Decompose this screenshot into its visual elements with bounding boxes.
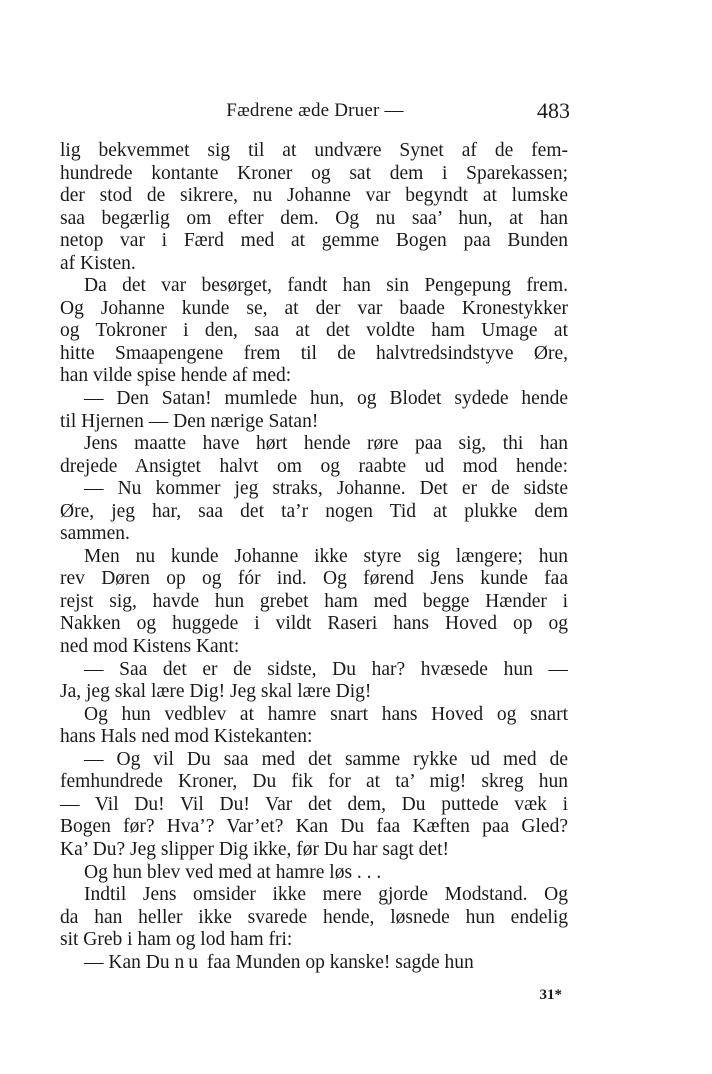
text-lines	[60, 140, 568, 952]
text-line: og Tokroner i den, saa at det voldte ham Umage at	[60, 320, 568, 342]
page-number: 483	[537, 98, 570, 123]
text-line: — Den Satan! mumlede hun, og Blodet sydede hende	[84, 388, 568, 410]
text-line: hitte Smaapengene frem til de halvtredsindstyve Øre,	[60, 342, 568, 364]
text-line: af Kisten.	[60, 252, 136, 274]
text-line: rev Døren op og fór ind. Og førend Jens kunde faa	[60, 568, 568, 590]
text-line: sit Greb i ham og lod ham fri:	[60, 929, 293, 951]
signature-mark: 31*	[539, 987, 562, 1003]
text-line: han vilde spise hende af med:	[60, 365, 292, 387]
text-line: Jens maatte have hørt hende røre paa sig, thi han	[84, 433, 568, 455]
text-line-final	[60, 952, 568, 975]
text-line: Da det var besørget, fandt han sin Pengepung frem.	[84, 275, 568, 297]
text-line: — Vil Du! Vil Du! Var det dem, Du puttede væk i	[60, 793, 568, 815]
text-line: Og hun vedblev at hamre snart hans Hoved og snart	[84, 703, 568, 725]
text-line: femhundrede Kroner, Du fik for at ta’ mig! skreg hun	[60, 771, 568, 793]
final-line-before: — Kan Du	[84, 951, 175, 973]
text-line: hans Hals ned mod Kistekanten:	[60, 726, 313, 748]
text-line: lig bekvemmet sig til at undvære Synet af de fem-	[60, 140, 568, 161]
text-line: Bogen før? Hva’? Var’et? Kan Du faa Kæften paa Gled?	[60, 816, 568, 838]
text-line: — Nu kommer jeg straks, Johanne. Det er de sidste	[84, 478, 568, 500]
text-line: der stod de sikrere, nu Johanne var begyndt at lumske	[60, 185, 568, 207]
page-header	[60, 98, 570, 128]
body-text	[60, 140, 568, 974]
text-line: — Og vil Du saa med det samme rykke ud med de	[84, 748, 568, 770]
final-line-after: faa Munden op kanske! sagde hun	[201, 951, 474, 973]
text-line: ned mod Kistens Kant:	[60, 636, 240, 658]
text-line: drejede Ansigtet halvt om og raabte ud mod hende:	[60, 455, 568, 477]
text-line: sammen.	[60, 523, 130, 545]
text-line: — Saa det er de sidste, Du har? hvæsede hun —	[84, 658, 568, 680]
text-line: Indtil Jens omsider ikke mere gjorde Modstand. Og	[84, 884, 568, 906]
text-line: Men nu kunde Johanne ikke styre sig længere; hun	[84, 545, 568, 567]
text-line: saa begærlig om efter dem. Og nu saa’ hun, at han	[60, 207, 568, 229]
final-line-spaced-word: nu	[174, 951, 202, 973]
running-title: Fædrene æde Druer —	[226, 100, 404, 121]
text-line: Ja, jeg skal lære Dig! Jeg skal lære Dig!	[60, 681, 372, 703]
text-line: Og hun blev ved med at hamre løs . . .	[84, 861, 382, 883]
text-line: Og Johanne kunde se, at der var baade Kronestykker	[60, 297, 568, 319]
text-line: netop var i Færd med at gemme Bogen paa Bunden	[60, 230, 568, 252]
text-line: til Hjernen — Den nærige Satan!	[60, 410, 319, 432]
text-line: Ka’ Du? Jeg slipper Dig ikke, før Du har sagt det!	[60, 838, 449, 860]
text-line: rejst sig, havde hun grebet ham med begge Hænder i	[60, 590, 568, 612]
text-line: hundrede kontante Kroner og sat dem i Sparekassen;	[60, 162, 568, 184]
text-line: da han heller ikke svarede hende, løsnede hun endelig	[60, 906, 568, 928]
text-line: Nakken og huggede i vildt Raseri hans Hoved op og	[60, 613, 568, 635]
text-line: Øre, jeg har, saa det ta’r nogen Tid at plukke dem	[60, 500, 568, 522]
